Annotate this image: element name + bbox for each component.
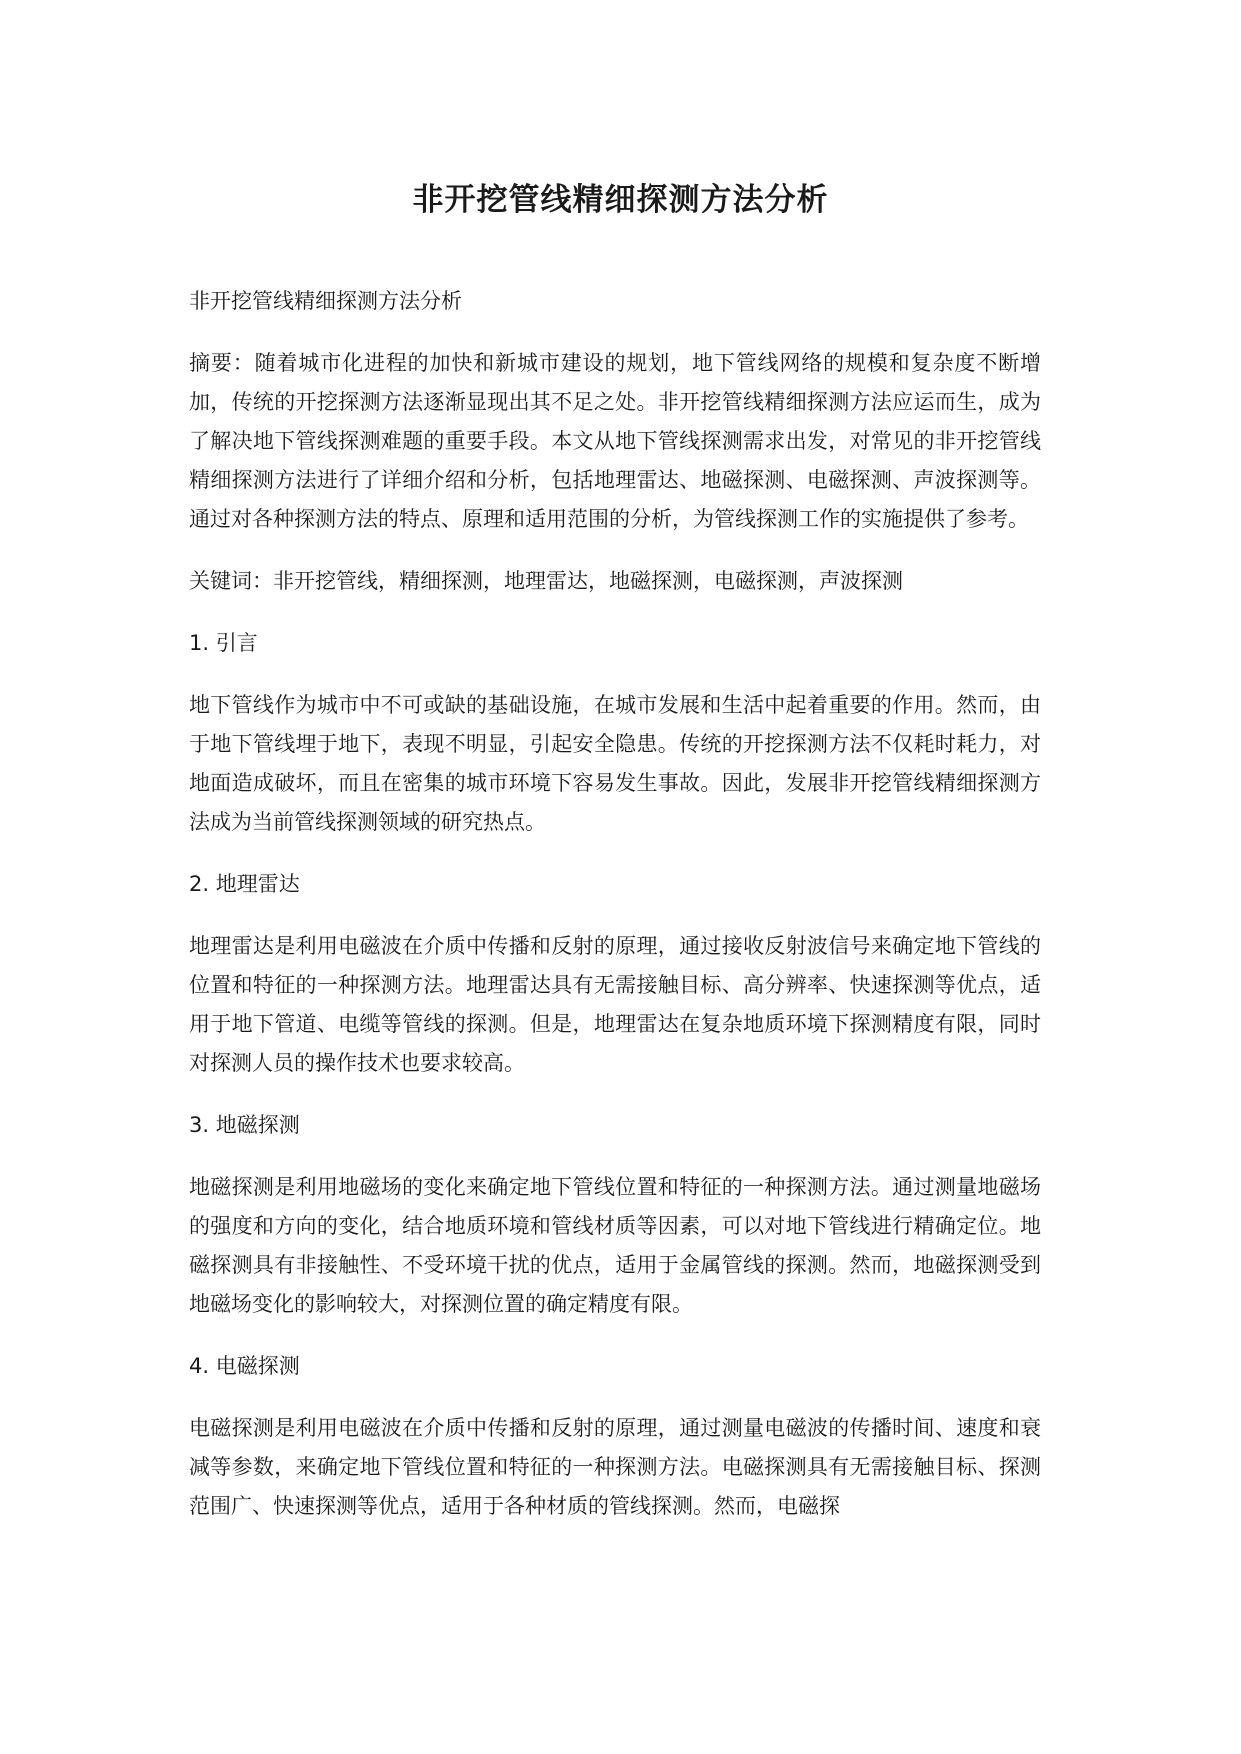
abstract-paragraph: 摘要：随着城市化进程的加快和新城市建设的规划，地下管线网络的规模和复杂度不断增加，传统的开挖探测方法逐渐显现出其不足之处。非开挖管线精细探测方法应运而生，成为了解决地下管线探测难题的重要手段。本文从地下管线探测需求出发，对常见的非开挖管线精细探测方法进行了详细介绍和分析，包括地理雷达、地磁探测、电磁探测、声波探测等。通过对各种探测方法的特点、原理和适用范围的分析，为管线探测工作的实施提供了参考。 [189,351,1041,531]
section-heading-geomagnetic: 3. 地磁探测 [189,1113,300,1137]
section-heading-ground-radar: 2. 地理雷达 [189,872,300,896]
section-heading-introduction: 1. 引言 [189,631,258,655]
section-text-geomagnetic: 地磁探测是利用地磁场的变化来确定地下管线位置和特征的一种探测方法。通过测量地磁场的强度和方向的变化，结合地质环境和管线材质等因素，可以对地下管线进行精确定位。地磁探测具有非接触性、不受环境干扰的优点，适用于金属管线的探测。然而，地磁探测受到地磁场变化的影响较大，对探测位置的确定精度有限。 [189,1175,1041,1316]
page-title: 非开挖管线精细探测方法分析 [412,182,829,218]
document-body [189,282,1041,1549]
section-text-ground-radar: 地理雷达是利用电磁波在介质中传播和反射的原理，通过接收反射波信号来确定地下管线的位置和特征的一种探测方法。地理雷达具有无需接触目标、高分辨率、快速探测等优点，适用于地下管道、电缆等管线的探测。但是，地理雷达在复杂地质环境下探测精度有限，同时对探测人员的操作技术也要求较高。 [189,934,1041,1075]
keywords-paragraph: 关键词：非开挖管线，精细探测，地理雷达，地磁探测，电磁探测，声波探测 [189,569,903,593]
section-text-introduction: 地下管线作为城市中不可或缺的基础设施，在城市发展和生活中起着重要的作用。然而，由于地下管线埋于地下，表现不明显，引起安全隐患。传统的开挖探测方法不仅耗时耗力，对地面造成破坏，而且在密集的城市环境下容易发生事故。因此，发展非开挖管线精细探测方法成为当前管线探测领域的研究热点。 [189,693,1041,834]
document-subtitle: 非开挖管线精细探测方法分析 [189,289,462,313]
section-heading-electromagnetic: 4. 电磁探测 [189,1354,300,1378]
section-text-electromagnetic: 电磁探测是利用电磁波在介质中传播和反射的原理，通过测量电磁波的传播时间、速度和衰减等参数，来确定地下管线位置和特征的一种探测方法。电磁探测具有无需接触目标、探测范围广、快速探测等优点，适用于各种材质的管线探测。然而，电磁探 [189,1416,1041,1518]
